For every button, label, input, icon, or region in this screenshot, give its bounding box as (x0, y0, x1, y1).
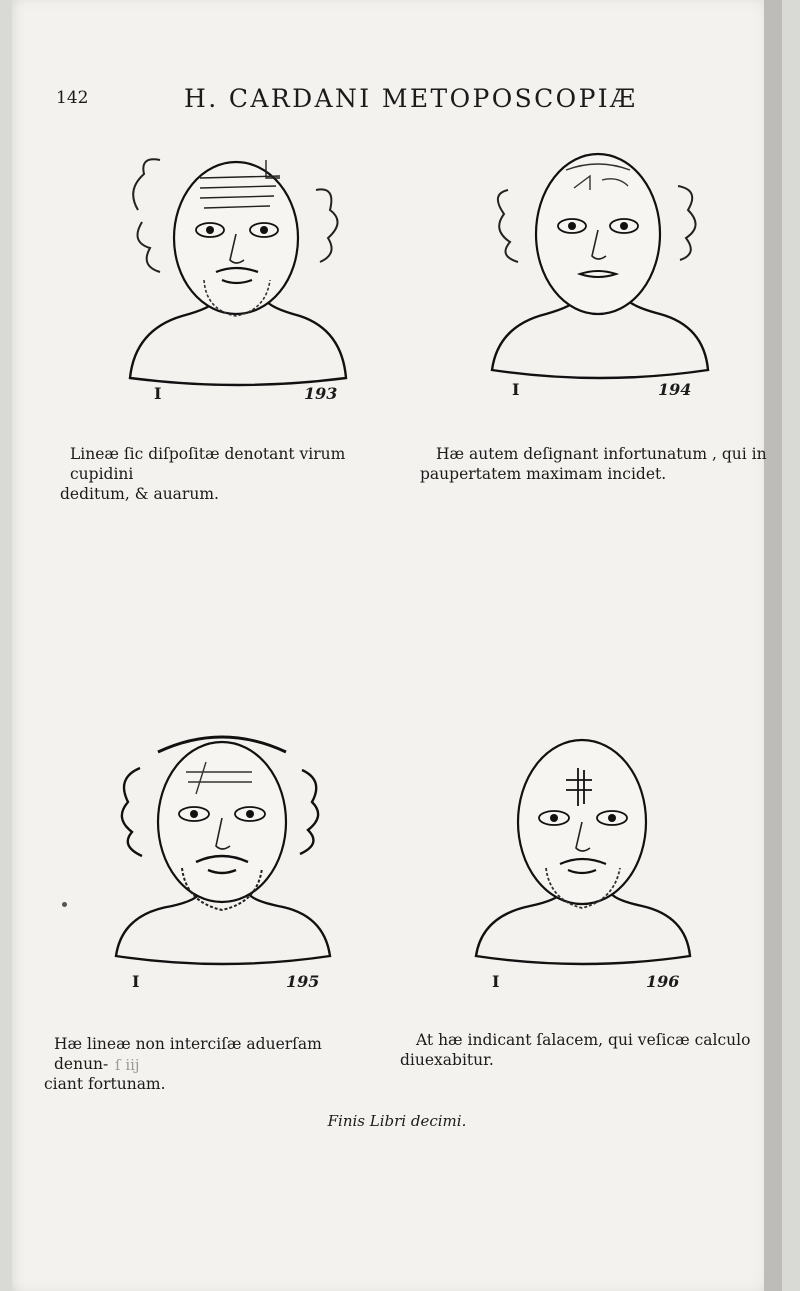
caption-line: Hæ lineæ non interciſæ aduerſam denun- (54, 1035, 322, 1073)
plate-mark: I (154, 384, 162, 403)
page-gutter-shadow (764, 0, 782, 1291)
ink-speck (62, 902, 67, 907)
caption-line: paupertatem maximam incidet. (420, 465, 667, 483)
caption-194 (420, 444, 775, 484)
caption-line: At hæ indicant ſalacem, qui veſicæ calculo (416, 1031, 751, 1049)
figure-193 (120, 130, 356, 410)
plate-mark: I (512, 380, 520, 399)
caption-195 (44, 1034, 374, 1094)
figure-196 (464, 718, 700, 998)
face-illustration-195 (102, 718, 338, 988)
running-head: H. CARDANI METOPOSCOPIÆ (184, 84, 638, 113)
face-illustration-193 (120, 130, 356, 400)
figure-number: 195 (286, 972, 320, 991)
caption-196 (400, 1030, 765, 1070)
figure-number: 196 (646, 972, 680, 991)
figure-195 (102, 718, 338, 998)
figure-number: 193 (304, 384, 338, 403)
caption-line: ciant fortunam. (44, 1075, 166, 1093)
face-illustration-196 (464, 718, 700, 988)
face-illustration-194 (482, 130, 718, 400)
caption-193 (60, 444, 390, 504)
caption-line: diuexabitur. (400, 1051, 494, 1069)
caption-line: deditum, & auarum. (60, 485, 219, 503)
signature-mark: ſ iij (115, 1056, 140, 1074)
plate-mark: I (492, 972, 500, 991)
plate-mark: I (132, 972, 140, 991)
caption-line: Lineæ ſic diſpoſitæ denotant virum cupidini (70, 445, 346, 483)
figure-number: 194 (658, 380, 692, 399)
book-page (12, 0, 782, 1291)
page-number: 142 (56, 88, 89, 108)
figure-194 (482, 130, 718, 410)
colophon: Finis Libri decimi. (327, 1112, 467, 1130)
caption-line: Hæ autem deſignant infortunatum , qui in (436, 445, 767, 463)
